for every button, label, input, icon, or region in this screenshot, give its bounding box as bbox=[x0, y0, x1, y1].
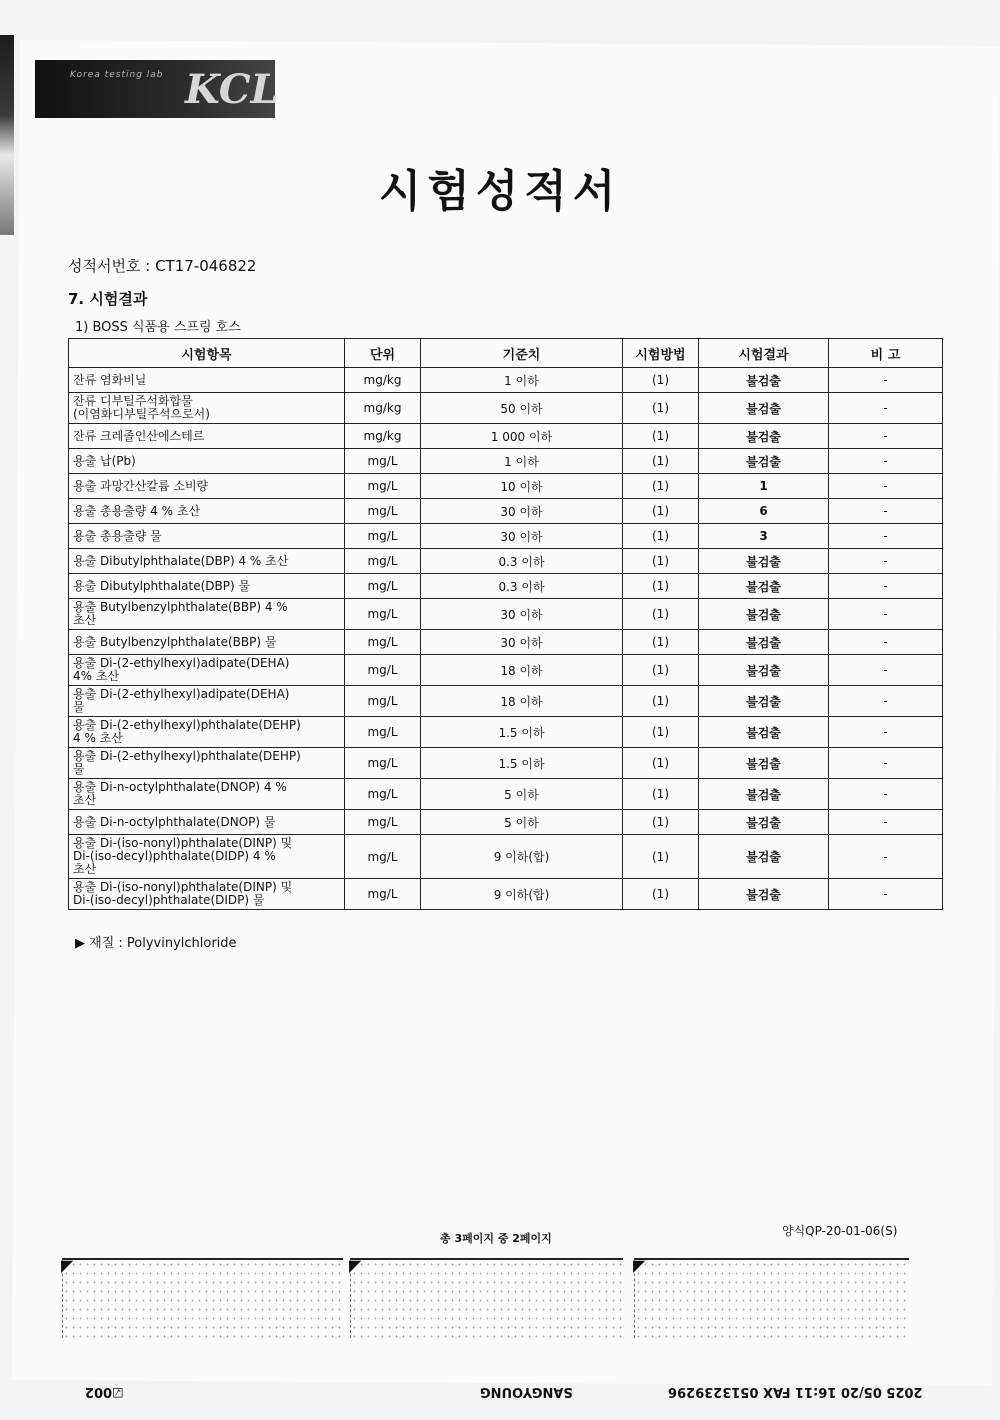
test-results-table bbox=[68, 338, 943, 910]
cell-method: (1) bbox=[623, 574, 699, 599]
corner-mark-icon: ◤ bbox=[61, 1256, 74, 1275]
cell-remark: - bbox=[829, 717, 943, 748]
cell-result: 불검출 bbox=[699, 879, 829, 910]
logo-tagline: Korea testing lab bbox=[70, 70, 164, 80]
cell-test-item: 용출 Di-(2-ethylhexyl)adipate(DEHA) 4% 초산 bbox=[69, 655, 345, 686]
cell-standard: 30 이하 bbox=[421, 630, 623, 655]
table-row bbox=[69, 574, 943, 599]
header-test-item: 시험항목 bbox=[69, 339, 345, 368]
cell-remark: - bbox=[829, 499, 943, 524]
cell-remark: - bbox=[829, 449, 943, 474]
cell-test-item: 용출 Di-(iso-nonyl)phthalate(DINP) 및 Di-(iso-decyl)phthalate(DIDP) 물 bbox=[69, 879, 345, 910]
cell-unit: mg/L bbox=[345, 599, 421, 630]
cell-standard: 50 이하 bbox=[421, 393, 623, 424]
table-row bbox=[69, 368, 943, 393]
cell-standard: 0.3 이하 bbox=[421, 574, 623, 599]
cell-method: (1) bbox=[623, 549, 699, 574]
table-row bbox=[69, 424, 943, 449]
cell-result: 3 bbox=[699, 524, 829, 549]
cell-standard: 10 이하 bbox=[421, 474, 623, 499]
cell-unit: mg/L bbox=[345, 686, 421, 717]
fax-company: SANGYOUNG bbox=[480, 1384, 573, 1399]
cell-unit: mg/L bbox=[345, 835, 421, 879]
cell-result: 불검출 bbox=[699, 630, 829, 655]
cell-test-item: 용출 납(Pb) bbox=[69, 449, 345, 474]
form-code: 양식QP-20-01-06(S) bbox=[782, 1224, 898, 1238]
cell-result: 1 bbox=[699, 474, 829, 499]
report-number-label: 성적서번호 bbox=[68, 257, 141, 275]
page-info: 총 3페이지 중 2페이지 bbox=[440, 1232, 552, 1245]
cell-test-item: 잔류 크레졸인산에스테르 bbox=[69, 424, 345, 449]
corner-mark-icon: ◤ bbox=[349, 1256, 362, 1275]
table-row bbox=[69, 717, 943, 748]
table-row bbox=[69, 835, 943, 879]
cell-test-item: 용출 Di-n-octylphthalate(DNOP) 물 bbox=[69, 810, 345, 835]
cell-method: (1) bbox=[623, 835, 699, 879]
cell-test-item: 용출 Di-(2-ethylhexyl)phthalate(DEHP) 물 bbox=[69, 748, 345, 779]
header-standard: 기준치 bbox=[421, 339, 623, 368]
header-unit: 단위 bbox=[345, 339, 421, 368]
cell-unit: mg/L bbox=[345, 810, 421, 835]
cell-result: 불검출 bbox=[699, 655, 829, 686]
table-row bbox=[69, 393, 943, 424]
table-header-row bbox=[69, 339, 943, 368]
cell-remark: - bbox=[829, 655, 943, 686]
cell-result: 불검출 bbox=[699, 574, 829, 599]
report-number: CT17-046822 bbox=[155, 257, 257, 275]
cell-remark: - bbox=[829, 549, 943, 574]
page-mark-number: 002 bbox=[85, 1384, 113, 1399]
report-number-line bbox=[68, 255, 256, 276]
table-row bbox=[69, 686, 943, 717]
table-row bbox=[69, 499, 943, 524]
cell-test-item: 용출 Dibutylphthalate(DBP) 물 bbox=[69, 574, 345, 599]
cell-unit: mg/L bbox=[345, 574, 421, 599]
document-title: 시험성적서 bbox=[378, 166, 622, 217]
cell-unit: mg/L bbox=[345, 630, 421, 655]
cell-unit: mg/L bbox=[345, 748, 421, 779]
cell-unit: mg/L bbox=[345, 449, 421, 474]
table-row bbox=[69, 810, 943, 835]
cell-remark: - bbox=[829, 810, 943, 835]
table-row bbox=[69, 599, 943, 630]
signature-box-1 bbox=[62, 1258, 343, 1338]
cell-result: 불검출 bbox=[699, 748, 829, 779]
cell-standard: 30 이하 bbox=[421, 599, 623, 630]
cell-unit: mg/L bbox=[345, 879, 421, 910]
cell-test-item: 잔류 염화비닐 bbox=[69, 368, 345, 393]
cell-standard: 30 이하 bbox=[421, 499, 623, 524]
table-row bbox=[69, 655, 943, 686]
cell-method: (1) bbox=[623, 655, 699, 686]
cell-test-item: 용출 Di-(iso-nonyl)phthalate(DINP) 및 Di-(iso-decyl)phthalate(DIDP) 4 % 초산 bbox=[69, 835, 345, 879]
cell-standard: 0.3 이하 bbox=[421, 549, 623, 574]
cell-result: 불검출 bbox=[699, 717, 829, 748]
cell-result: 불검출 bbox=[699, 549, 829, 574]
page-mark-icon: ☑ bbox=[112, 1384, 124, 1399]
cell-result: 불검출 bbox=[699, 424, 829, 449]
logo-band bbox=[35, 60, 279, 118]
cell-method: (1) bbox=[623, 368, 699, 393]
fax-header-line: 2025 05/20 16:11 FAX 0513239296 bbox=[668, 1384, 923, 1399]
cell-unit: mg/L bbox=[345, 717, 421, 748]
cell-method: (1) bbox=[623, 630, 699, 655]
header-method: 시험방법 bbox=[623, 339, 699, 368]
cell-result: 불검출 bbox=[699, 810, 829, 835]
cell-result: 불검출 bbox=[699, 449, 829, 474]
report-number-separator: : bbox=[145, 257, 151, 275]
corner-mark-icon: ◤ bbox=[633, 1256, 646, 1275]
table-body bbox=[69, 368, 943, 910]
cell-unit: mg/L bbox=[345, 549, 421, 574]
cell-method: (1) bbox=[623, 449, 699, 474]
cell-remark: - bbox=[829, 368, 943, 393]
cell-result: 불검출 bbox=[699, 393, 829, 424]
cell-method: (1) bbox=[623, 686, 699, 717]
cell-unit: mg/L bbox=[345, 474, 421, 499]
cell-standard: 1 이하 bbox=[421, 449, 623, 474]
cell-test-item: 용출 Di-(2-ethylhexyl)phthalate(DEHP) 4 % 초산 bbox=[69, 717, 345, 748]
cell-test-item: 용출 과망간산칼륨 소비량 bbox=[69, 474, 345, 499]
cell-result: 불검출 bbox=[699, 779, 829, 810]
note-marker-icon: ▶ bbox=[75, 936, 85, 951]
cell-result: 6 bbox=[699, 499, 829, 524]
cell-remark: - bbox=[829, 686, 943, 717]
cell-test-item: 용출 Di-n-octylphthalate(DNOP) 4 % 초산 bbox=[69, 779, 345, 810]
table-row bbox=[69, 630, 943, 655]
cell-method: (1) bbox=[623, 779, 699, 810]
table-row bbox=[69, 449, 943, 474]
cell-remark: - bbox=[829, 879, 943, 910]
cell-unit: mg/L bbox=[345, 655, 421, 686]
cell-unit: mg/kg bbox=[345, 368, 421, 393]
cell-test-item: 용출 Butylbenzylphthalate(BBP) 물 bbox=[69, 630, 345, 655]
cell-test-item: 잔류 디부틸주석화합물 (이염화디부틸주석으로서) bbox=[69, 393, 345, 424]
table-row bbox=[69, 879, 943, 910]
cell-standard: 18 이하 bbox=[421, 686, 623, 717]
note-text: 재질 : Polyvinylchloride bbox=[89, 936, 237, 951]
cell-method: (1) bbox=[623, 499, 699, 524]
cell-remark: - bbox=[829, 599, 943, 630]
cell-unit: mg/L bbox=[345, 779, 421, 810]
section-heading: 7. 시험결과 bbox=[68, 290, 148, 308]
cell-method: (1) bbox=[623, 879, 699, 910]
signature-box-3 bbox=[634, 1258, 909, 1338]
cell-method: (1) bbox=[623, 599, 699, 630]
cell-standard: 1.5 이하 bbox=[421, 748, 623, 779]
cell-standard: 18 이하 bbox=[421, 655, 623, 686]
cell-unit: mg/kg bbox=[345, 424, 421, 449]
cell-method: (1) bbox=[623, 717, 699, 748]
cell-method: (1) bbox=[623, 810, 699, 835]
table-row bbox=[69, 779, 943, 810]
material-note bbox=[75, 932, 237, 951]
table-row bbox=[69, 524, 943, 549]
signature-box-2 bbox=[350, 1258, 623, 1338]
header-remark: 비 고 bbox=[829, 339, 943, 368]
cell-standard: 1.5 이하 bbox=[421, 717, 623, 748]
subsection-heading: 1) BOSS 식품용 스프링 호스 bbox=[75, 320, 241, 335]
cell-result: 불검출 bbox=[699, 599, 829, 630]
cell-remark: - bbox=[829, 779, 943, 810]
cell-remark: - bbox=[829, 474, 943, 499]
table-row bbox=[69, 748, 943, 779]
cell-standard: 1 이하 bbox=[421, 368, 623, 393]
cell-remark: - bbox=[829, 630, 943, 655]
cell-remark: - bbox=[829, 524, 943, 549]
cell-method: (1) bbox=[623, 474, 699, 499]
cell-result: 불검출 bbox=[699, 686, 829, 717]
cell-unit: mg/L bbox=[345, 524, 421, 549]
cell-standard: 9 이하(합) bbox=[421, 879, 623, 910]
cell-method: (1) bbox=[623, 748, 699, 779]
cell-test-item: 용출 Butylbenzylphthalate(BBP) 4 % 초산 bbox=[69, 599, 345, 630]
fax-page-mark bbox=[85, 1384, 124, 1399]
cell-remark: - bbox=[829, 574, 943, 599]
table-row bbox=[69, 549, 943, 574]
cell-test-item: 용출 총용출량 4 % 초산 bbox=[69, 499, 345, 524]
cell-test-item: 용출 총용출량 물 bbox=[69, 524, 345, 549]
cell-test-item: 용출 Di-(2-ethylhexyl)adipate(DEHA) 물 bbox=[69, 686, 345, 717]
cell-test-item: 용출 Dibutylphthalate(DBP) 4 % 초산 bbox=[69, 549, 345, 574]
cell-result: 불검출 bbox=[699, 368, 829, 393]
cell-result: 불검출 bbox=[699, 835, 829, 879]
cell-standard: 1 000 이하 bbox=[421, 424, 623, 449]
cell-standard: 5 이하 bbox=[421, 779, 623, 810]
cell-method: (1) bbox=[623, 524, 699, 549]
cell-unit: mg/L bbox=[345, 499, 421, 524]
cell-remark: - bbox=[829, 393, 943, 424]
table-row bbox=[69, 474, 943, 499]
cell-standard: 9 이하(합) bbox=[421, 835, 623, 879]
header-result: 시험결과 bbox=[699, 339, 829, 368]
logo-mark: KCL bbox=[185, 66, 279, 113]
cell-remark: - bbox=[829, 835, 943, 879]
cell-method: (1) bbox=[623, 424, 699, 449]
cell-standard: 5 이하 bbox=[421, 810, 623, 835]
cell-method: (1) bbox=[623, 393, 699, 424]
cell-remark: - bbox=[829, 748, 943, 779]
cell-standard: 30 이하 bbox=[421, 524, 623, 549]
cell-unit: mg/kg bbox=[345, 393, 421, 424]
cell-remark: - bbox=[829, 424, 943, 449]
